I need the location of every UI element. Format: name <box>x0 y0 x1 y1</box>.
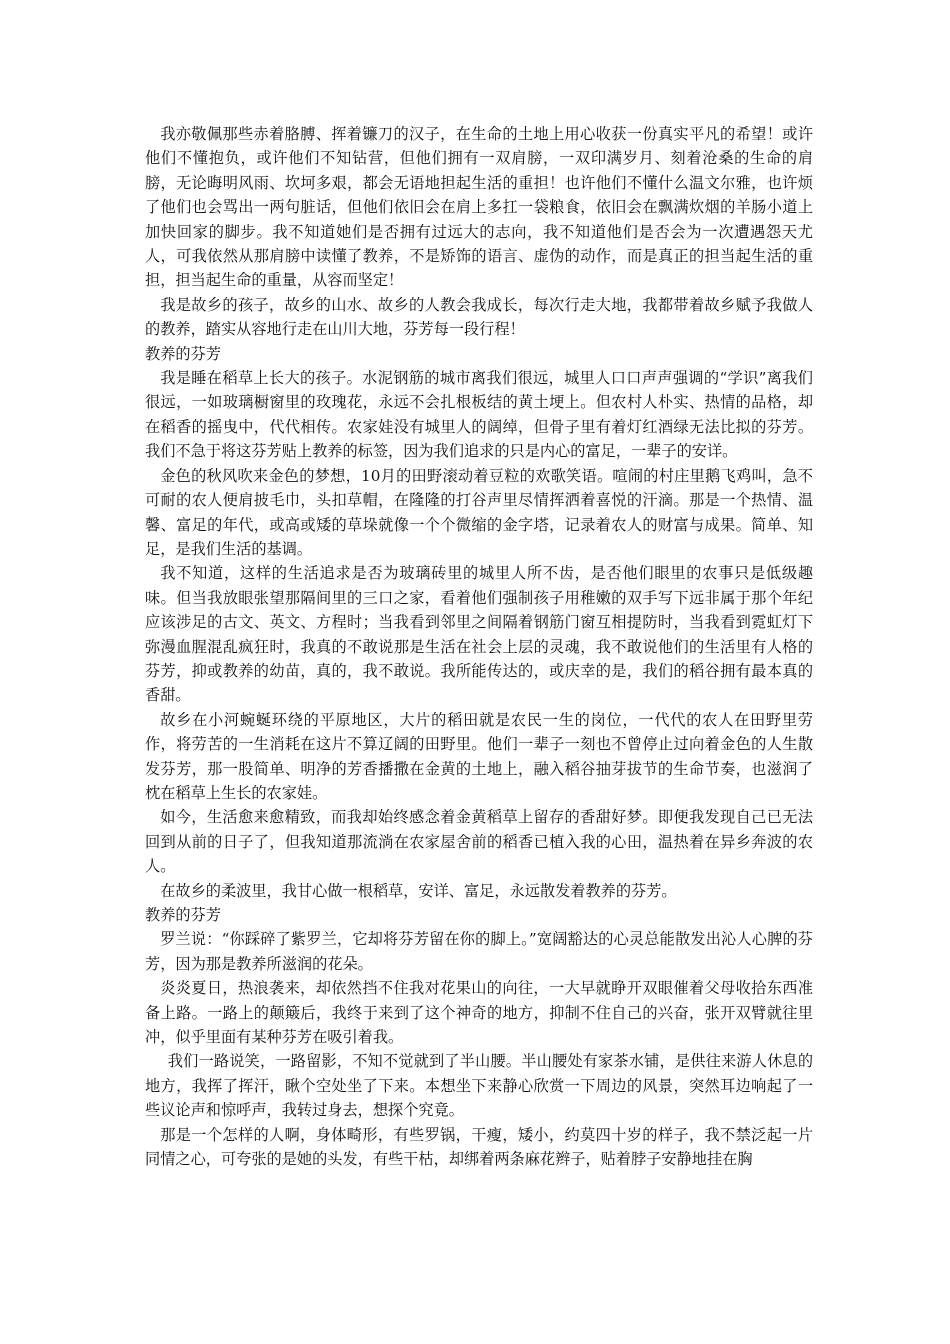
paragraph: 故乡在小河蜿蜒环绕的平原地区，大片的稻田就是农民一生的岗位，一代代的农人在田野里劳作，将劳苦的一生消耗在这片不算辽阔的田野里。他们一辈子一刻也不曾停止过向着金色的人生散发芬芳，那一股简单、明净的芳香播撒在金黄的土地上，融入稻谷抽芽拔节的生命节奏，也滋润了枕在稻草上生长的农家娃。 <box>145 710 813 802</box>
section-heading: 教养的芬芳 <box>145 906 221 924</box>
paragraph: 炎炎夏日，热浪袭来，却依然挡不住我对花果山的向往，一大早就睁开双眼催着父母收拾东西准备上路。一路上的颠簸后，我终于来到了这个神奇的地方，抑制不住自己的兴奋，张开双臂就往里冲，似乎里面有某种芬芳在吸引着我。 <box>145 979 813 1047</box>
paragraph: 我们一路说笑，一路留影，不知不觉就到了半山腰。半山腰处有家茶水铺，是供往来游人休息的地方，我挥了挥汗，瞅个空处坐了下来。本想坐下来静心欣赏一下周边的风景，突然耳边响起了一些议论声和惊呼声，我转过身去，想探个究竟。 <box>145 1052 813 1120</box>
document-page <box>145 122 813 1171</box>
paragraph: 我不知道，这样的生活追求是否为玻璃砖里的城里人所不齿，是否他们眼里的农事只是低级趣味。但当我放眼张望那隔间里的三口之家，看着他们强制孩子用稚嫩的双手写下远非属于那个年纪应该涉足的古文、英文、方程时；当我看到邻里之间隔着钢筋门窗互相提防时，当我看到霓虹灯下弥漫血腥混乱疯狂时，我真的不敢说那是生活在社会上层的灵魂，我不敢说他们的生活里有人格的芬芳，抑或教养的幼苗，真的，我不敢说。我所能传达的，或庆幸的是，我们的稻谷拥有最本真的香甜。 <box>145 564 813 705</box>
paragraph: 我是睡在稻草上长大的孩子。水泥钢筋的城市离我们很远，城里人口口声声强调的“学识”离我们很远，一如玻璃橱窗里的玫瑰花，永远不会扎根板结的黄土埂上。但农村人朴实、热情的品格，却在稻香的摇曳中，代代相传。农家娃没有城里人的阔绰，但骨子里有着灯红酒绿无法比拟的芬芳。我们不急于将这芬芳贴上教养的标签，因为我们追求的只是内心的富足，一辈子的安详。 <box>145 369 813 461</box>
paragraph: 在故乡的柔波里，我甘心做一根稻草，安详、富足，永远散发着教养的芬芳。 <box>160 881 677 900</box>
paragraph: 我是故乡的孩子，故乡的山水、故乡的人教会我成长，每次行走大地，我都带着故乡赋予我做人的教养，踏实从容地行走在山川大地，芬芳每一段行程！ <box>145 295 813 339</box>
paragraph: 我亦敬佩那些赤着胳膊、挥着镰刀的汉子，在生命的土地上用心收获一份真实平凡的希望！或许他们不懂抱负，或许他们不知钻营，但他们拥有一双肩膀，一双印满岁月、刻着沧桑的生命的肩膀，无论晦明风雨、坎坷多艰，都会无语地担起生活的重担！也许他们不懂什么温文尔雅，也许烦了他们也会骂出一两句脏话，但他们依旧会在肩上多扛一袋粮食，依旧会在飘满炊烟的羊肠小道上加快回家的脚步。我不知道她们是否拥有过远大的志向，我不知道他们是否会为一次遭遇怨天尤人，可我依然从那肩膀中读懂了教养，不是矫饰的语言、虚伪的动作，而是真正的担当起生活的重担，担当起生命的重量，从容而坚定！ <box>145 125 813 290</box>
paragraph: 那是一个怎样的人啊，身体畸形，有些罗锅，干瘦，矮小，约莫四十岁的样子，我不禁泛起一片同情之心，可夸张的是她的头发，有些干枯，却绑着两条麻花辫子，贴着脖子安静地挂在胸 <box>145 1125 813 1169</box>
paragraph: 如今，生活愈来愈精致，而我却始终感念着金黄稻草上留存的香甜好梦。即便我发现自己已无法回到从前的日子了，但我知道那流淌在农家屋舍前的稻香已植入我的心田，温热着在异乡奔波的农人。 <box>145 808 813 876</box>
paragraph: 罗兰说：“你踩碎了紫罗兰，它却将芬芳留在你的脚上。”宽阔豁达的心灵总能散发出沁人心脾的芬芳，因为那是教养所滋润的花朵。 <box>145 930 813 973</box>
section-heading: 教养的芬芳 <box>145 344 221 363</box>
paragraph: 金色的秋风吹来金色的梦想，10月的田野滚动着豆粒的欢歌笑语。喧闹的村庄里鹅飞鸡叫，急不可耐的农人便肩披毛巾，头扣草帽，在隆隆的打谷声里尽情挥洒着喜悦的汗滴。那是一个热情、温馨、富足的年代，或高或矮的草垛就像一个个微缩的金字塔，记录着农人的财富与成果。简单、知足，是我们生活的基调。 <box>145 466 813 558</box>
